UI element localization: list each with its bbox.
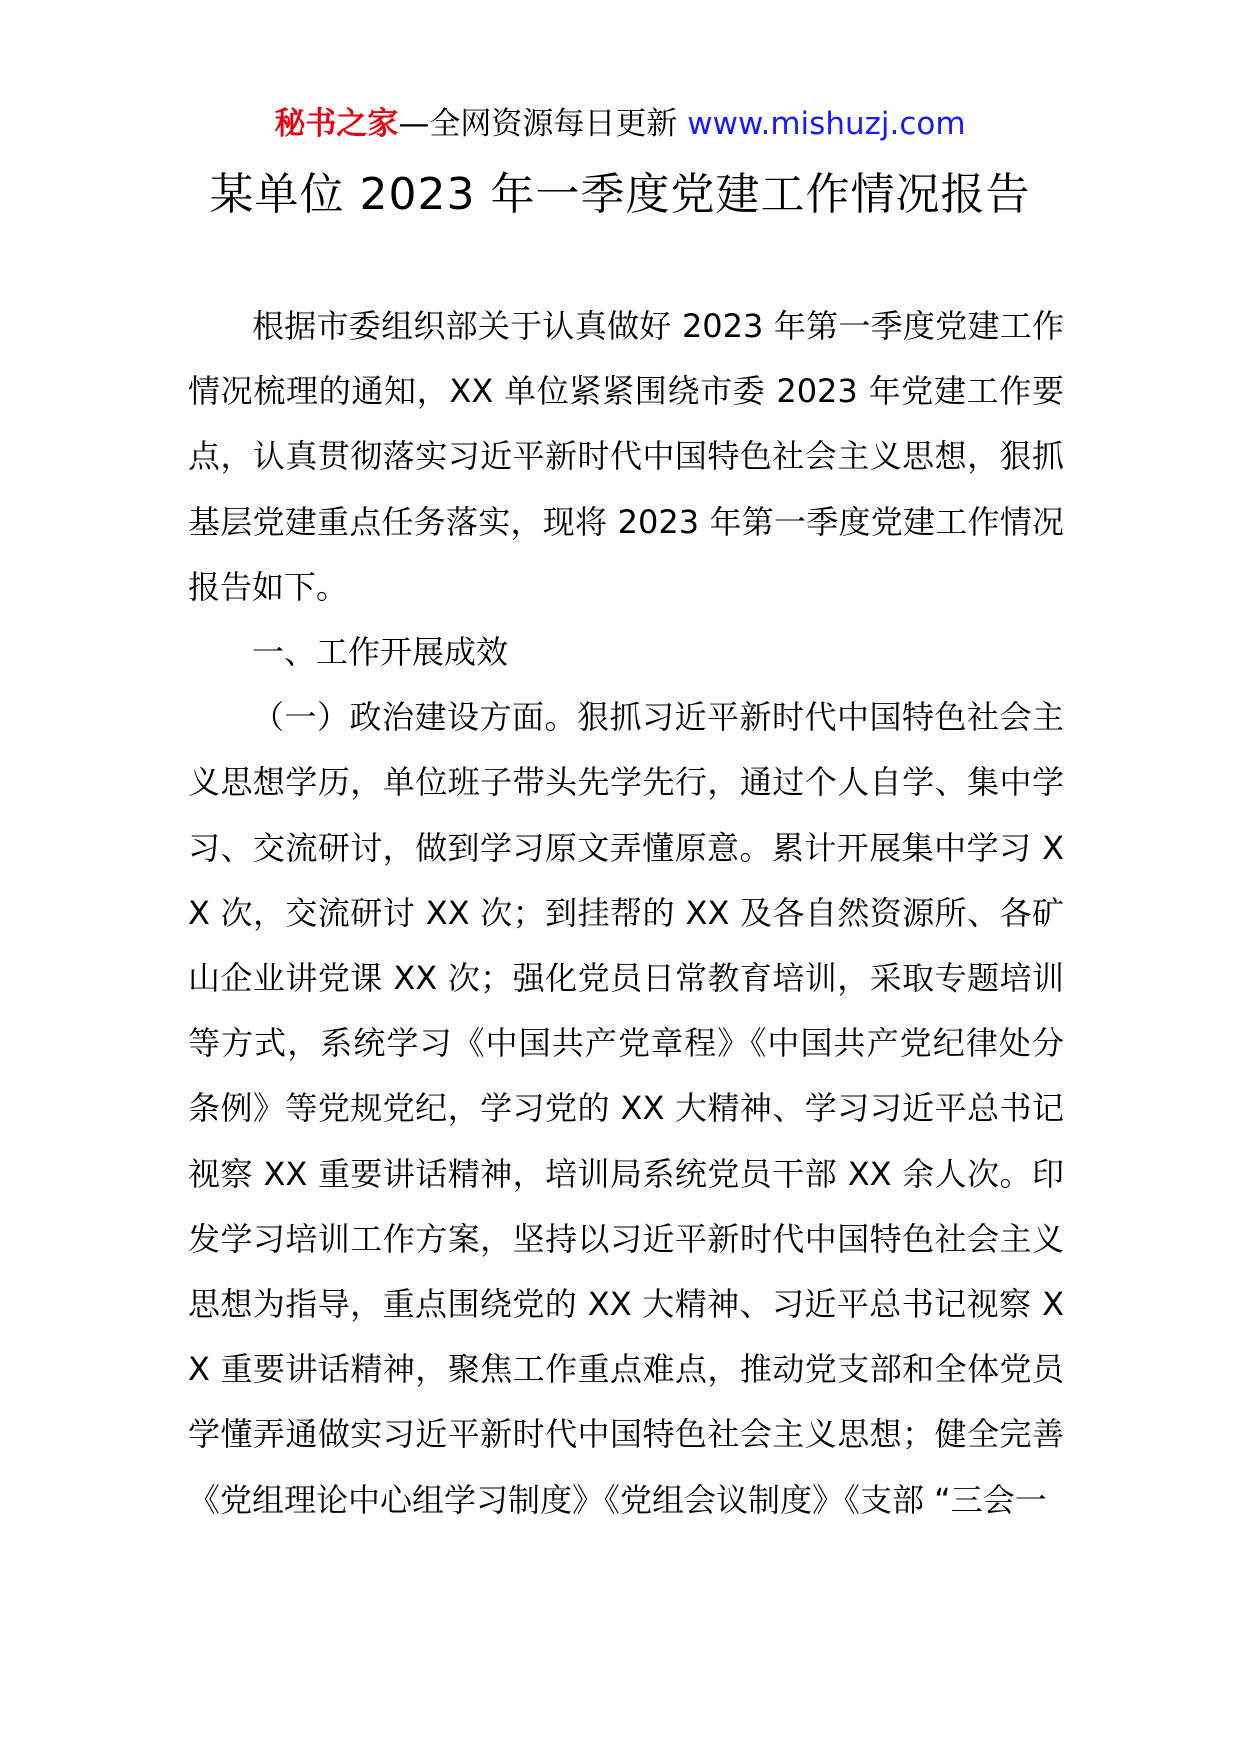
document-title: 某单位 2023 年一季度党建工作情况报告	[209, 169, 1031, 220]
intro-paragraph: 根据市委组织部关于认真做好 2023 年第一季度党建工作情况梳理的通知，XX 单位紧紧围绕市委 2023 年党建工作要点，认真贯彻落实习近平新时代中国特色社会主义思想，狠抓基层党建重点任务落实，现将 2023 年第一季度党建工作情况报告如下。	[188, 307, 1064, 606]
site-banner	[0, 104, 1240, 144]
banner-slogan: —全网资源每日更新	[398, 106, 678, 142]
section-heading: 一、工作开展成效	[252, 633, 509, 672]
website-link[interactable]: www.mishuzj.com	[687, 106, 966, 142]
political-construction-paragraph: （一）政治建设方面。狠抓习近平新时代中国特色社会主义思想学历，单位班子带头先学先行，通过个人自学、集中学习、交流研讨，做到学习原文弄懂原意。累计开展集中学习 XX 次，交流研讨 XX 次；到挂帮的 XX 及各自然资源所、各矿山企业讲党课 XX 次；强化党员日常教育培训，采取专题培训等方式，系统学习《中国共产党章程》《中国共产党纪律处分条例》等党规党纪，学习党的 XX 大精神、学习习近平总书记视察 XX 重要讲话精神，培训局系统党员干部 XX 余人次。印发学习培训工作方案，坚持以习近平新时代中国特色社会主义思想为指导，重点围绕党的 XX 大精神、习近平总书记视察 XX 重要讲话精神，聚焦工作重点难点，推动党支部和全体党员学懂弄通做实习近平新时代中国特色社会主义思想；健全完善《党组理论中心组学习制度》《党组会议制度》《支部 “三会一	[188, 698, 1064, 1519]
brand-name: 秘书之家	[274, 106, 399, 142]
document-body	[188, 294, 1064, 1533]
